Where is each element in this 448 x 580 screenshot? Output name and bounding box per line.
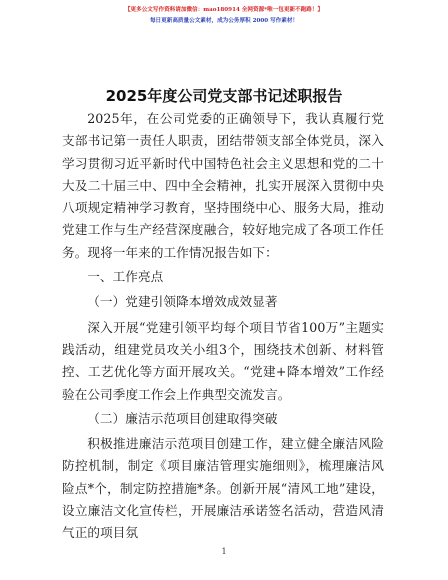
promo-banner-line-1: 【更多公文写作资料请加微信：mao180914 全网资源*唯一包更新不跑路！】 [124,7,324,13]
promo-banner [0,5,448,27]
body-paragraph: 积极推进廉洁示范项目创建工作，建立健全廉洁风险防控机制，制定《项目廉洁管理实施细则》，梳理廉洁风险点*个，制定防控措施*条。创新开展“清风工地”建设，设立廉洁文化宣传栏，开展廉洁承诺签名活动，营造风清气正的项目氛 [62,436,384,541]
document-body [62,108,384,545]
subsection-heading: （一）党建引领降本增效成效显著 [87,294,278,310]
intro-paragraph: 2025年，在公司党委的正确领导下，我认真履行党支部书记第一责任人职责，团结带领支部全体党员，深入学习贯彻习近平新时代中国特色社会主义思想和党的二十大及二十届三中、四中全会精神，扎实开展深入贯彻中央八项规定精神学习教育，坚持围绕中心、服务大局，推动党建工作与生产经营深度融合，较好地完成了各项工作任务。现将一年来的工作情况报告如下： [62,111,384,260]
document-title: 2025年度公司党支部书记述职报告 [105,87,343,105]
page-number: 1 [221,547,227,556]
promo-banner-line-2: 每日更新高质量公文素材，成为公务厚积 2000 写作素材！ [149,18,299,24]
body-paragraph: 深入开展“党建引领平均每个项目节省100万”主题实践活动，组建党员攻关小组3个，围绕技术创新、材料管控、工艺优化等方面开展攻关。“党建+降本增效”工作经验在公司季度工作会上作典型交流发言。 [62,319,384,402]
subsection-heading: （二）廉洁示范项目创建取得突破 [87,410,278,426]
section-heading: 一、工作亮点 [87,269,164,285]
